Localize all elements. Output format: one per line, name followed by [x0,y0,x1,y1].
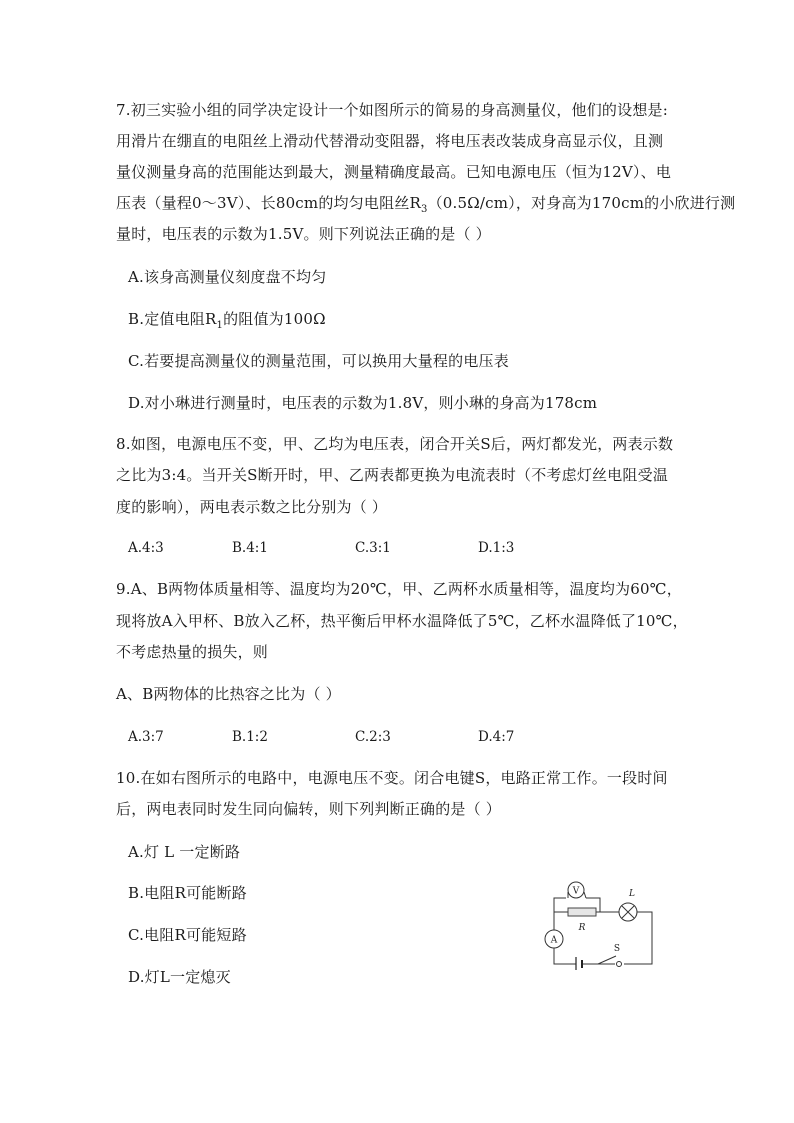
voltmeter-label: V [572,886,580,897]
q7-line-4 [116,193,735,213]
q10-option-d: D.灯L一定熄灭 [128,968,231,986]
ammeter-label: A [550,935,558,946]
q10-option-a: A.灯 L 一定断路 [128,843,241,861]
q7-subscript: 3 [421,204,428,215]
q8-line-2: 之比为3:4。当开关S断开时，甲、乙两表都更换为电流表时（不考虑灯丝电阻受温 [116,466,669,484]
q9-option-b: B.1:2 [232,729,268,745]
wire-bottom-left [554,948,576,964]
q9-option-a: A.3:7 [128,729,164,745]
q9-option-c: C.2:3 [355,729,391,745]
q7-line-2: 用滑片在绷直的电阻丝上滑动代替滑动变阻器，将电压表改装成身高显示仪，且测 [116,132,664,150]
voltmeter-icon [568,882,586,898]
q9-line-2: 现将放A入甲杯、B放入乙杯，热平衡后甲杯水温降低了5℃，乙杯水温降低了10℃， [116,612,688,630]
switch-icon [598,944,622,967]
q8-option-c: C.3:1 [355,540,391,556]
q7-option-b-text-end: 的阻值为100Ω [223,310,326,328]
lamp-icon [619,889,637,921]
q7-option-b [128,309,326,329]
q7-option-c: C.若要提高测量仪的测量范围，可以换用大量程的电压表 [128,352,509,370]
q8-line-3: 度的影响），两电表示数之比分别为（ ） [116,498,388,516]
q8-line-1: 8.如图，电源电压不变，甲、乙均为电压表，闭合开关S后，两灯都发光，两表示数 [116,435,674,453]
q8-option-b: B.4:1 [232,540,268,556]
q9-line-3: 不考虑热量的损失，则 [116,643,269,661]
resistor-icon [568,908,596,933]
q7-line-3: 量仪测量身高的范围能达到最大，测量精确度最高。已知电源电压（恒为12V）、电 [116,163,672,181]
q7-line-1: 7.初三实验小组的同学决定设计一个如图所示的简易的身高测量仪，他们的设想是: [116,101,668,119]
q10-line-1: 10.在如右图所示的电路中，电源电压不变。闭合电键S，电路正常工作。一段时间 [116,769,668,787]
q10-line-2: 后，两电表同时发生同向偏转，则下列判断正确的是（ ） [116,800,501,818]
q9-option-d: D.4:7 [478,729,515,745]
q7-option-b-subscript: 1 [216,320,224,331]
switch-label: S [613,944,621,954]
q7-option-a: A.该身高测量仪刻度盘不均匀 [128,268,327,286]
q8-option-d: D.1:3 [478,540,515,556]
q7-line-5: 量时，电压表的示数为1.5V。则下列说法正确的是（ ） [116,225,491,243]
q8-option-a: A.4:3 [128,540,164,556]
battery-icon [576,957,582,970]
q10-option-c: C.电阻R可能短路 [128,926,247,944]
circuit-diagram [540,878,660,970]
q7-line-4-text-end: （0.5Ω/cm），对身高为170cm的小欣进行测 [427,194,736,212]
q9-line-4: A、B两物体的比热容之比为（ ） [116,685,341,703]
resistor-label: R [578,923,586,933]
q7-line-4-text: 压表（量程0～3V）、长80cm的均匀电阻丝R [116,194,422,212]
lamp-label: L [629,889,635,899]
wire-top-left [554,898,566,912]
q7-option-d: D.对小琳进行测量时，电压表的示数为1.8V，则小琳的身高为178cm [128,394,598,412]
q9-line-1: 9.A、B两物体质量相等、温度均为20℃，甲、乙两杯水质量相等，温度均为60℃， [116,580,682,598]
ammeter-icon [545,930,563,948]
q10-option-b: B.电阻R可能断路 [128,884,247,902]
q7-option-b-text: B.定值电阻R [128,310,217,328]
